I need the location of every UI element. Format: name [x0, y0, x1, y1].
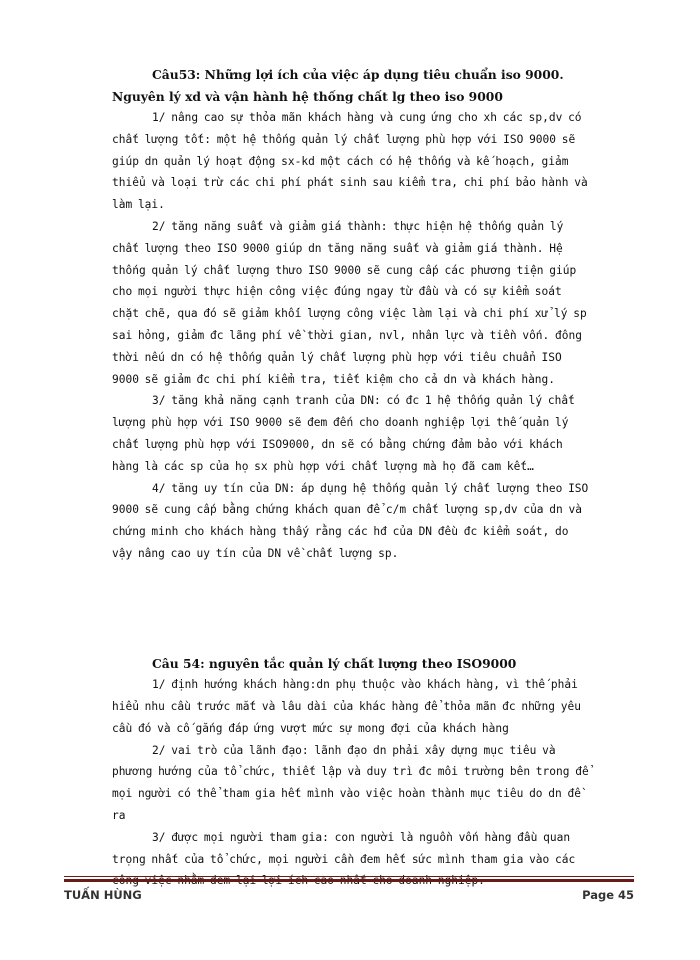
section-54-paragraph-3: 3/ được mọi người tham gia: con người là nguồn vốn hàng đầu quan trọng nhất của tổ chức, mọi người cần đem hết sức mình tham gia vào các — [112, 830, 576, 866]
footer-page-number: Page 45 — [582, 888, 634, 902]
page-content — [112, 64, 592, 892]
section-54-paragraph-2: 2/ vai trò của lãnh đạo: lãnh đạo dn phải xây dựng mục tiêu và phương hướng của tổ chức, thiết lập và duy trì đc môi trường bên trong để mọi người có thể tham gia hết mình vào việc hoàn thành mục tiêu do dn đề ra — [112, 743, 589, 823]
footer-row — [64, 888, 634, 906]
section-54-title: Câu 54: nguyên tắc quản lý chất lượng theo ISO9000 — [152, 655, 517, 671]
section-54-paragraph-1: 1/ định hướng khách hàng:dn phụ thuộc vào khách hàng, vì thế phải hiểu nhu cầu trước mắt và lâu dài của khác hàng để thỏa mãn đc những yêu cầu đó và cố gắng đáp ứng vượt mức sự mong đợi của khách hàng — [112, 678, 581, 735]
section-53-title: Câu53: Những lợi ích của việc áp dụng tiêu chuẩn iso 9000. Nguyên lý xd và vận hành hệ thống chất lg theo iso 9000 — [112, 67, 564, 104]
page-footer — [64, 876, 634, 906]
section-53-paragraph-1: 1/ nâng cao sự thỏa mãn khách hàng và cung ứng cho xh các sp,dv có chất lượng tốt: một hệ thống quản lý chất lượng phù hợp với ISO 9000 sẽ giúp dn quản lý hoạt động sx-kd một cách có hệ thống và kế hoạch, giảm thiểu và loại trừ các chi phí phát sinh sau kiểm tra, chi phí bảo hành và làm lại. — [112, 111, 588, 212]
section-53-paragraph-3: 3/ tăng khả năng cạnh tranh của DN: có đc 1 hệ thống quản lý chất lượng phù hợp với ISO 9000 sẽ đem đến cho doanh nghiệp lợi thế quản lý chất lượng phù hợp với ISO9000, dn sẽ có bằng chứng đảm bảo với khách hàng là các sp của họ sx phù hợp với chất lượng mà họ đã cam kết… — [112, 394, 575, 473]
section-53-paragraph-4: 4/ tăng uy tín của DN: áp dụng hệ thống quản lý chất lượng theo ISO 9000 sẽ cung cấp bằng chứng khách quan để c/m chất lượng sp,dv của dn và chứng minh cho khách hàng thấy rằng các hđ của DN đều đc kiểm soát, do vậy nâng cao uy tín của DN về chất lượng sp. — [112, 481, 589, 560]
footer-rule-thick — [64, 879, 634, 882]
footer-author: TUẤN HÙNG — [64, 888, 142, 902]
section-spacer — [112, 565, 592, 653]
section-53-paragraph-2: 2/ tăng năng suất và giảm giá thành: thực hiện hệ thống quản lý chất lượng theo ISO 9000 giúp dn tăng năng suất và giảm giá thành. Hệ thống quản lý chất lượng thưo ISO 9000 sẽ cung cấp các phương tiện giúp cho mọi người thực hiện công việc đúng ngay từ đầu và có sự kiểm soát chặt chẽ, qua đó sẽ giảm khối lượng công việc làm lại và chi phí xử lý sp sai hỏng, giảm đc lãng phí về thời gian, nvl, nhân lực và tiền vốn. đông thời nếu dn có hệ thống quản lý chất lượng phù hợp với tiêu chuẩn ISO 9000 sẽ giảm đc chi phí kiểm tra, tiết kiệm cho cả dn và khách hàng. — [112, 219, 587, 386]
footer-rule-thin — [64, 876, 634, 877]
